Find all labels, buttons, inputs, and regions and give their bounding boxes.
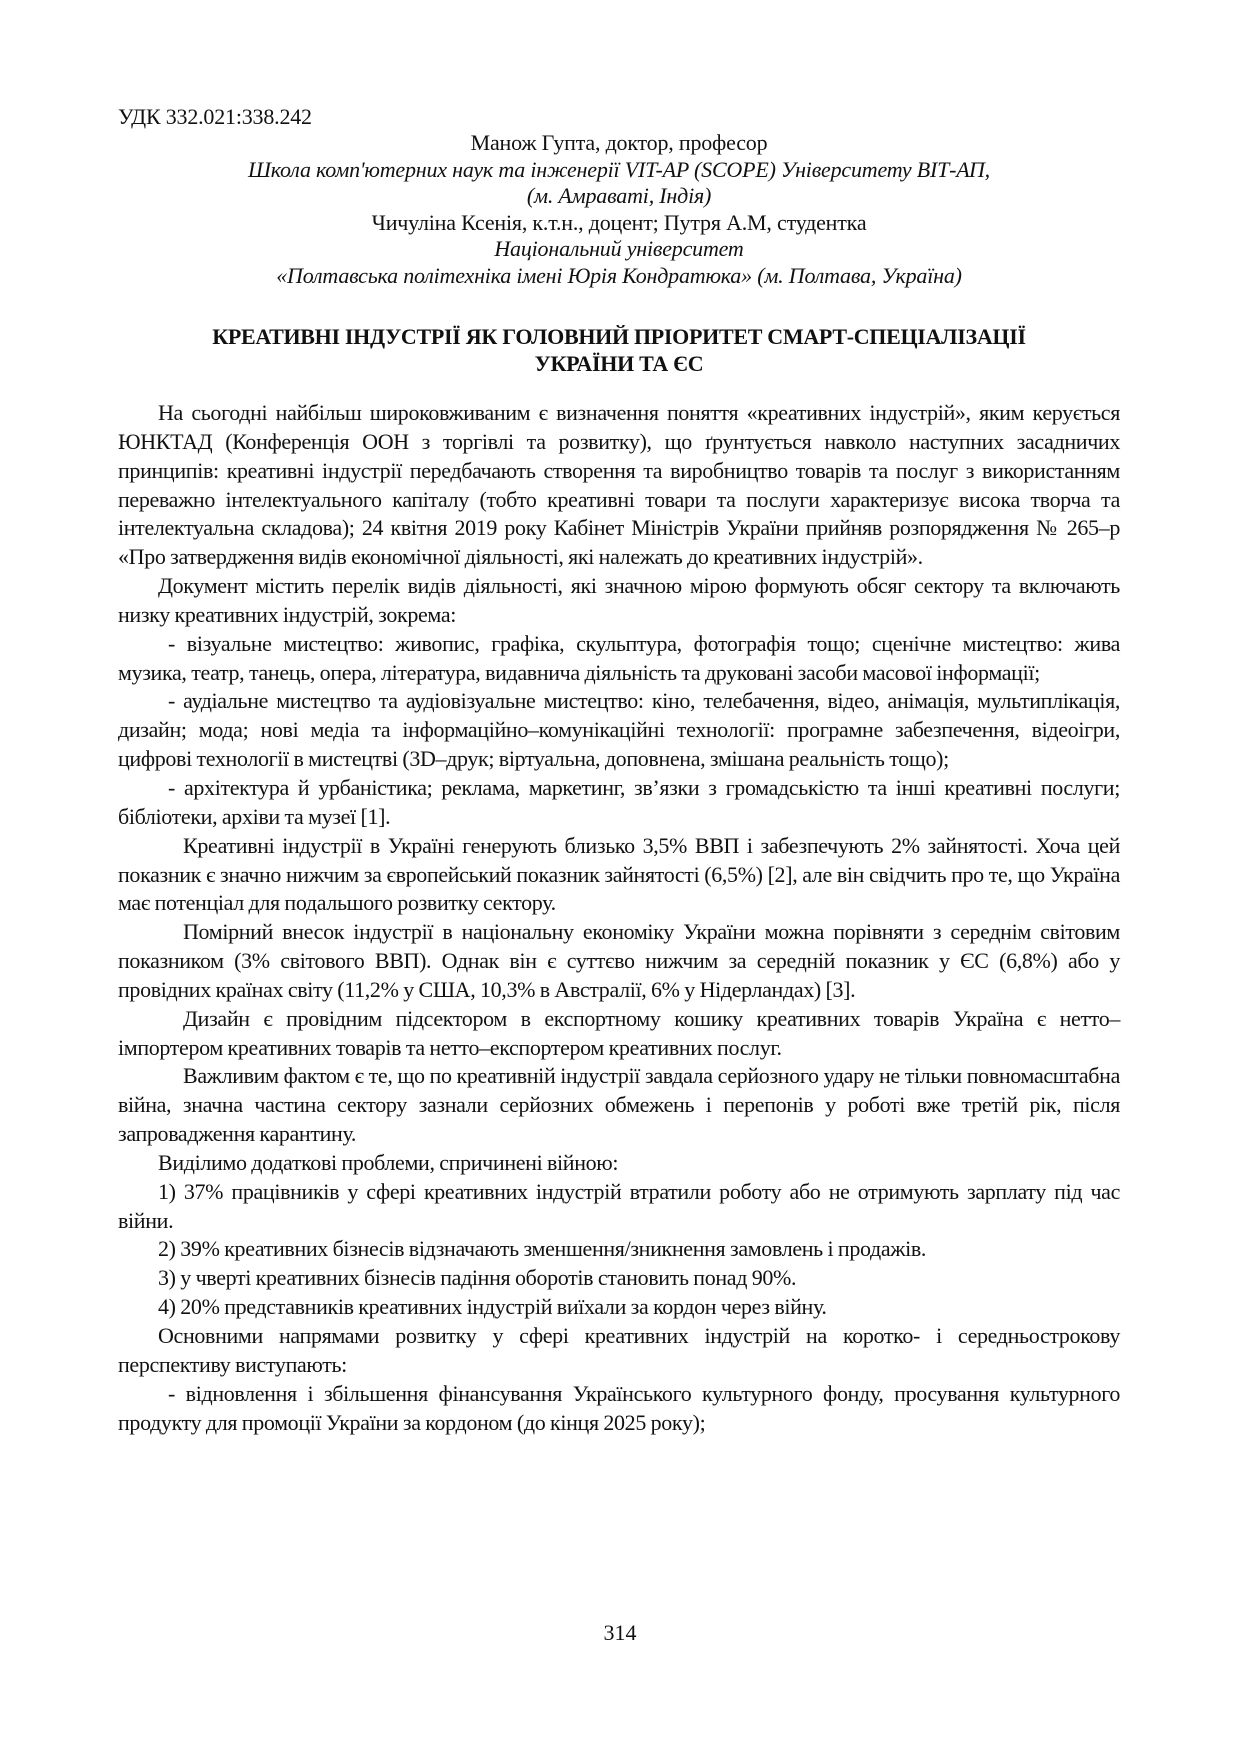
paragraph-design-export: Дизайн є провідним підсектором в експортному кошику креативних товарів Україна є нетто–імпортером креативних товарів та нетто–експортером креативних послуг. — [118, 1005, 1120, 1060]
list-item-problem-4: 4) 20% представників креативних індустрій виїхали за кордон через війну. — [158, 1294, 827, 1320]
list-item-cultural-fund: - відновлення і збільшення фінансування Українського культурного фонду, просування культурного продукту для промоції України за кордоном (до кінця 2025 року); — [118, 1380, 1120, 1435]
article-title-line-2: УКРАЇНИ ТА ЄС — [534, 351, 704, 376]
affiliation-1-line-2: (м. Амраваті, Індія) — [526, 183, 712, 208]
paragraph-development-directions: Основними напрямами розвитку у сфері креативних індустрій на коротко- і середньострокову перспективу виступають: — [118, 1323, 1120, 1377]
paragraph-gdp-share: Креативні індустрії в Україні генерують близько 3,5% ВВП і забезпечують 2% зайнятості. Хоча цей показник є значно нижчим за європейський показник зайнятості (6,5%) [2], але він свідчить про те, що Україна має потенціал для подальшого розвитку сектору. — [118, 832, 1120, 916]
udk-code: УДК 332.021:338.242 — [118, 104, 312, 129]
list-item-audiovisual: - аудіальне мистецтво та аудіовізуальне мистецтво: кіно, телебачення, відео, анімація, мультиплікація, дизайн; мода; нові медіа та інформаційно–комунікаційні технології: програмне забезпечення, відеоігри, цифрові технології в мистецтві (3D–друк; віртуальна, доповнена, змішана реальність тощо); — [118, 688, 1120, 772]
document-page — [118, 104, 1120, 1437]
paragraph-additional-problems: Виділимо додаткові проблеми, спричинені війною: — [158, 1149, 619, 1175]
list-item-problem-2: 2) 39% креативних бізнесів відзначають зменшення/зникнення замовлень і продажів. — [158, 1236, 927, 1262]
article-body — [118, 399, 1120, 1437]
article-title-line-1: КРЕАТИВНІ ІНДУСТРІЇ ЯК ГОЛОВНИЙ ПРІОРИТЕТ СМАРТ-СПЕЦІАЛІЗАЦІЇ — [212, 324, 1026, 349]
list-item-problem-1: 1) 37% працівників у сфері креативних індустрій втратили роботу або не отримують зарплату під час війни. — [118, 1178, 1120, 1233]
article-title — [118, 323, 1120, 377]
paragraph-war-impact: Важливим фактом є те, що по креативній індустрії завдала серйозного удару не тільки повномасштабна війна, значна частина сектору зазнали серйозних обмежень і перепонів у роботі вже третій рік, після запровадження карантину. — [118, 1063, 1120, 1147]
affiliation-2-line-2: «Полтавська політехніка імені Юрія Кондратюка» (м. Полтава, Україна) — [276, 262, 962, 288]
paragraph-world-comparison: Помірний внесок індустрії в національну економіку України можна порівняти з середнім світовим показником (3% світового ВВП). Однак він є суттєво нижчим за середній показник у ЄС (6,8%) або у провідних країнах світу (11,2% у США, 10,3% в Австралії, 6% у Нідерландах) [3]. — [118, 919, 1120, 1002]
paragraph-document-list: Документ містить перелік видів діяльності, які значною мірою формують обсяг сектору та включають низку креативних індустрій, зокрема: — [118, 573, 1120, 627]
affiliation-2-line-1: Національний університет — [494, 236, 744, 261]
author-2: Чичуліна Ксенія, к.т.н., доцент; Путря А.М, студентка — [371, 209, 867, 235]
paragraph-unctad-definition: На сьогодні найбільш широковживаним є визначення поняття «креативних індустрій», яким керується ЮНКТАД (Конференція ООН з торгівлі та розвитку), що ґрунтується навколо наступних засадничих принципів: креативні індустрії передбачають створення та виробництво товарів та послуг з використанням переважно інтелектуального капіталу (тобто креативні товари та послуги характеризує висока творча та інтелектуальна складова); 24 квітня 2019 року Кабінет Міністрів України прийняв розпорядження № 265–р «Про затвердження видів економічної діяльності, які належать до креативних індустрій». — [118, 400, 1120, 570]
author-1: Манож Гупта, доктор, професор — [470, 130, 768, 155]
affiliation-1-line-1: Школа комп'ютерних наук та інженерії VIT-AP (SCOPE) Університету ВІТ-АП, — [248, 156, 990, 182]
list-item-architecture: - архітектура й урбаністика; реклама, маркетинг, зв’язки з громадськістю та інші креативні послуги; бібліотеки, архіви та музеї [1]. — [118, 774, 1120, 829]
page-number: 314 — [603, 1620, 637, 1645]
list-item-visual-arts: - візуальне мистецтво: живопис, графіка, скульптура, фотографія тощо; сценічне мистецтво: жива музика, театр, танець, опера, література, видавнича діяльність та друковані засоби масової інформації; — [118, 630, 1120, 685]
list-item-problem-3: 3) у чверті креативних бізнесів падіння оборотів становить понад 90%. — [158, 1265, 797, 1291]
